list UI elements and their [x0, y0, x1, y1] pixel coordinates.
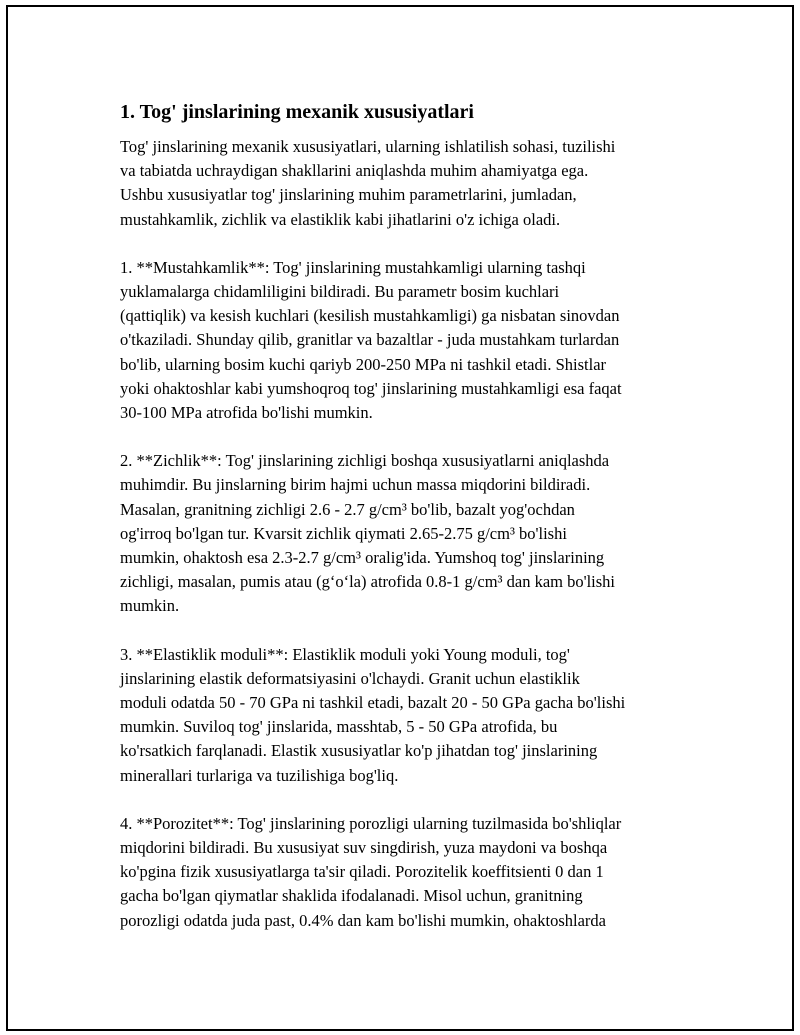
paragraph-line: Masalan, granitning zichligi 2.6 - 2.7 g/cm³ bo'lib, bazalt yog'ochdan: [120, 499, 575, 519]
paragraph-line: og'irroq bo'lgan tur. Kvarsit zichlik qiymati 2.65-2.75 g/cm³ bo'lishi: [120, 523, 567, 543]
density-paragraph: [120, 449, 700, 618]
paragraph-line: bo'lib, ularning bosim kuchi qariyb 200-250 MPa ni tashkil etadi. Shistlar: [120, 354, 607, 374]
paragraph-line: zichligi, masalan, pumis atau (g‘o‘la) atrofida 0.8-1 g/cm³ dan kam bo'lishi: [120, 572, 615, 592]
paragraph-line: jinslarining elastik deformatsiyasini o'lchaydi. Granit uchun elastiklik: [120, 668, 580, 688]
paragraph-line: ko'pgina fizik xususiyatlarga ta'sir qiladi. Porozitelik koeffitsienti 0 dan 1: [120, 862, 604, 882]
paragraph-line: yuklamalarga chidamliligini bildiradi. Bu parametr bosim kuchlari: [120, 282, 560, 302]
paragraph-line: 3. **Elastiklik moduli**: Elastiklik moduli yoki Young moduli, tog': [120, 644, 570, 664]
strength-paragraph: [120, 256, 700, 425]
paragraph-line: 30-100 MPa atrofida bo'lishi mumkin.: [120, 403, 373, 423]
paragraph-line: ko'rsatkich farqlanadi. Elastik xususiyatlar ko'p jihatdan tog' jinslarining: [120, 741, 598, 761]
paragraph-line: muhimdir. Bu jinslarning birim hajmi uchun massa miqdorini bildiradi.: [120, 475, 591, 495]
paragraph-line: 2. **Zichlik**: Tog' jinslarining zichligi boshqa xususiyatlarni aniqlashda: [120, 451, 610, 471]
intro-paragraph: [120, 135, 700, 232]
paragraph-line: 4. **Porozitet**: Tog' jinslarining porozligi ularning tuzilmasida bo'shliqlar: [120, 813, 622, 833]
paragraph-line: Tog' jinslarining mexanik xususiyatlari, ularning ishlatilish sohasi, tuzilishi: [120, 137, 616, 156]
paragraph-line: o'tkaziladi. Shunday qilib, granitlar va bazaltlar - juda mustahkam turlardan: [120, 330, 620, 350]
document-page: [6, 5, 794, 1031]
paragraph-line: yoki ohaktoshlar kabi yumshoqroq tog' jinslarining mustahkamligi esa faqat: [120, 378, 622, 398]
paragraph-line: Ushbu xususiyatlar tog' jinslarining muhim parametrlarini, jumladan,: [120, 185, 577, 205]
paragraph-line: 1. **Mustahkamlik**: Tog' jinslarining mustahkamligi ularning tashqi: [120, 257, 586, 277]
paragraph-line: moduli odatda 50 - 70 GPa ni tashkil etadi, bazalt 20 - 50 GPa gacha bo'lishi: [120, 693, 626, 713]
paragraph-line: (qattiqlik) va kesish kuchlari (kesilish mustahkamligi) ga nisbatan sinovdan: [120, 306, 620, 326]
porosity-paragraph: [120, 812, 700, 933]
paragraph-line: va tabiatda uchraydigan shakllarini aniqlashda muhim ahamiyatga ega.: [120, 161, 589, 181]
paragraph-line: miqdorini bildiradi. Bu xususiyat suv singdirish, yuza maydoni va boshqa: [120, 838, 608, 858]
elasticity-paragraph: [120, 643, 700, 788]
document-title: 1. Tog' jinslarining mexanik xususiyatlari: [120, 101, 474, 123]
document-content: [120, 99, 700, 957]
paragraph-line: mumkin, ohaktosh esa 2.3-2.7 g/cm³ oralig'ida. Yumshoq tog' jinslarining: [120, 548, 605, 568]
paragraph-line: mustahkamlik, zichlik va elastiklik kabi jihatlarini o'z ichiga oladi.: [120, 209, 561, 229]
paragraph-line: porozligi odatda juda past, 0.4% dan kam bo'lishi mumkin, ohaktoshlarda: [120, 910, 606, 930]
paragraph-line: mumkin. Suviloq tog' jinslarida, masshtab, 5 - 50 GPa atrofida, bu: [120, 717, 558, 737]
paragraph-line: minerallari turlariga va tuzilishiga bog'liq.: [120, 765, 399, 785]
paragraph-line: gacha bo'lgan qiymatlar shaklida ifodalanadi. Misol uchun, granitning: [120, 886, 583, 906]
paragraph-line: mumkin.: [120, 596, 180, 616]
